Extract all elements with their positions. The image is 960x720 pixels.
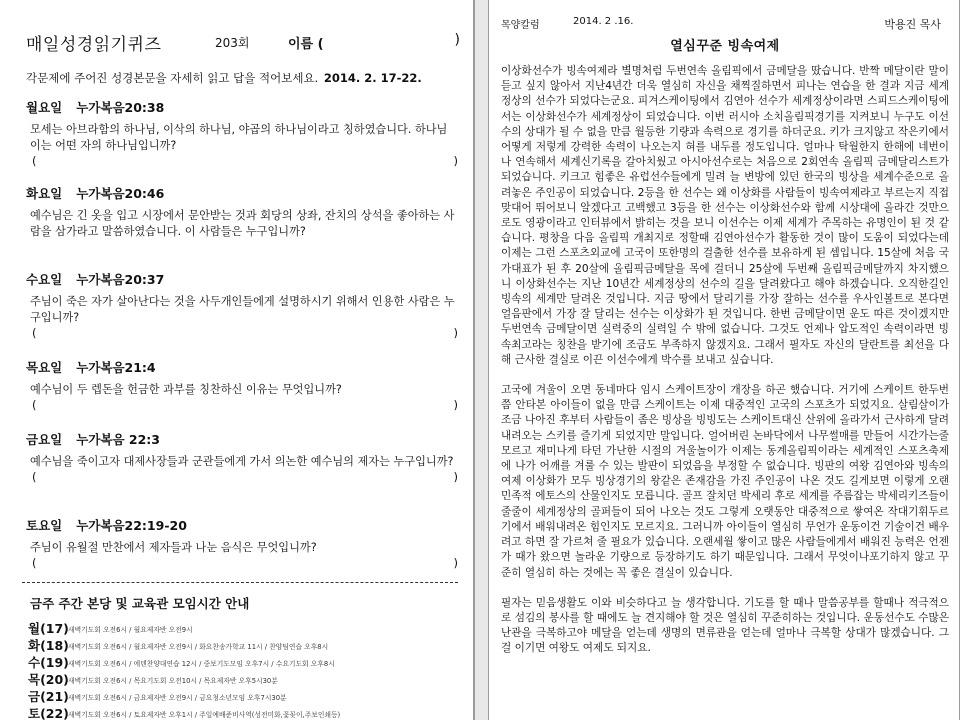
question-friday bbox=[26, 430, 458, 486]
question-text: 예수님을 죽이고자 대제사장들과 군관들에게 가서 의논한 예수님의 제자는 누구입니까? bbox=[30, 455, 454, 468]
question-text: 예수님이 두 렙돈을 헌금한 과부를 칭찬하신 이유는 무엇입니까? bbox=[30, 383, 342, 396]
schedule-row bbox=[28, 704, 468, 720]
schedule-items: 새벽기도회 오전6시 / 에덴찬양대연습 12시 / 중보기도모임 오후7시 / 수요기도회 오후8시 bbox=[68, 660, 335, 668]
question-monday bbox=[26, 98, 458, 170]
quiz-number: 203회 bbox=[215, 36, 250, 50]
schedule-day: 토(22) bbox=[28, 706, 69, 720]
section-divider bbox=[22, 582, 458, 583]
question-text: 주님이 유월절 만찬에서 제자들과 나눈 음식은 무엇입니까? bbox=[30, 541, 317, 554]
question-heading bbox=[26, 516, 458, 533]
schedule-day: 수(19) bbox=[28, 655, 69, 670]
question-ref: 누가복음21:4 bbox=[76, 360, 156, 375]
question-text: 모세는 아브라함의 하나님, 이삭의 하나님, 야곱의 하나님이라고 칭하였습니다. 하나님이는 어떤 자의 하나님입니까? bbox=[30, 123, 448, 152]
quiz-title: 매일성경읽기퀴즈 bbox=[26, 35, 162, 55]
answer-open: ( bbox=[32, 398, 37, 412]
column-paragraph: 이상화선수가 빙속여제라 별명처럼 두번연속 올림픽에서 금메달을 땄습니다. 반짝 메달이란 말이 듣고 싶지 않아서 지난4년간 더욱 열심히 자신을 채찍질하면서 피나는 연습을 한 결과 지금 세계정상의 선수가 되었다는군요. 피겨스케이팅에서 김연아 선수가 세계정상이라면 스피드스케이팅에서는 이상화선수가 세계정상이 되었습니다. 이번 러시아 소치올림픽경기를 지켜보니 누구도 이선수의 상대가 될 수 없을 만큼 월등한 기량과 속력으로 경기를 하더군요. 키가 크지않고 작은키에서 어떻게 저렇게 강력한 속력이 나오는지 혀를 내두를 정도입니다. 얼마나 탁월한지 한해에 네번이나 연속해서 세계신기록을 갈아치웠고 아시아선수로는 처음으로 2회연속 올림픽 금메달리스트가 되었습니다. 키크고 힘좋은 유럽선수들에게 밀려 늘 변방에 있던 한국의 빙상을 세계수준으로 올려놓은 주인공이 되었습니다. 2등을 한 선수는 왜 이상화를 사람들이 빙속여제라고 부르는지 직접 맞대어 뛰어보니 알겠다고 고백했고 3등을 한 선수는 이상화선수와 함께 시상대에 올라간 것만으로도 영광이라고 인터뷰에서 밝히는 것을 보니 이선수는 이제 세계가 주목하는 유명인이 된 것 같습니다. 평창을 다음 올림픽 개최지로 정할때 김연아선수가 활동한 것이 많이 도움이 되었다는데 이제는 그런 스포츠외교에 고국이 또한명의 걸출한 선수를 보유하게 된 셈입니다. 15살에 처음 국가대표가 된 후 20살에 올림픽금메달을 목에 걸더니 25살에 두번째 올림픽금메달까지 차지했으니 이상화선수는 지난 10년간 세계정상의 선수의 길을 달려왔다고 해야 하겠습니다. 오직한길인 빙속의 세계만 달려온 것입니다. 지금 땅에서 달리기를 가장 잘하는 선수를 우사인볼트로 본다면 얼음판에서 가장 잘 달리는 선수는 이상화가 된 것입니다. 한번 금메달이면 운도 따른 것이겠지만 두번연속 금메달이면 실력중의 실력일 수 밖에 없습니다. 그것도 언제나 압도적인 속력이라면 빙속최고라는 칭찬을 받기에 조금도 부족하지 않겠지요. 그래서 필자도 자신의 달란트를 최선을 다해 근사한 결실로 이끈 이선수에게 박수를 보내고 싶습니다. bbox=[501, 65, 949, 366]
schedule-day: 목(20) bbox=[28, 672, 69, 687]
answer-close: ) bbox=[453, 326, 458, 340]
question-heading bbox=[26, 270, 458, 287]
schedule-items: 새벽기도회 오전6시 / 금요제자반 오전9시 / 금요청소년모임 오후7시30분 bbox=[68, 694, 287, 702]
schedule-list bbox=[28, 619, 468, 720]
column-body bbox=[501, 64, 949, 672]
answer-open: ( bbox=[32, 154, 37, 168]
schedule-row bbox=[28, 653, 468, 670]
question-wednesday bbox=[26, 270, 458, 342]
name-label: 이름 ( bbox=[288, 37, 324, 52]
question-text: 예수님은 긴 옷을 입고 시장에서 문안받는 것과 회당의 상좌, 잔치의 상석을 좋아하는 사람을 삼가라고 말씀하였습니다. 이 사람들은 누구입니까? bbox=[30, 209, 455, 238]
question-day: 토요일 bbox=[26, 518, 63, 533]
column-page bbox=[488, 0, 960, 720]
schedule-row bbox=[28, 687, 468, 704]
answer-close: ) bbox=[453, 470, 458, 484]
answer-close: ) bbox=[453, 398, 458, 412]
schedule-day: 월(17) bbox=[28, 621, 69, 636]
column-label: 목양칼럼 bbox=[501, 20, 540, 31]
question-heading bbox=[26, 430, 458, 447]
question-ref: 누가복음22:19-20 bbox=[76, 518, 187, 533]
answer-close: ) bbox=[453, 154, 458, 168]
question-day: 화요일 bbox=[26, 186, 63, 201]
answer-open: ( bbox=[32, 326, 37, 340]
quiz-page bbox=[0, 0, 474, 720]
question-ref: 누가복음20:38 bbox=[76, 100, 165, 115]
schedule-row bbox=[28, 619, 468, 636]
schedule-row bbox=[28, 670, 468, 687]
answer-close: ) bbox=[453, 556, 458, 570]
question-day: 금요일 bbox=[26, 432, 63, 447]
question-heading bbox=[26, 184, 458, 201]
schedule-items: 새벽기도회 오전6시 / 월요제자반 오전9시 / 화요찬송가학교 11시 / 찬양팀연습 오후8시 bbox=[68, 643, 329, 651]
answer-blank bbox=[26, 556, 458, 572]
quiz-instructions bbox=[26, 70, 422, 86]
question-ref: 누가복음20:46 bbox=[76, 186, 165, 201]
schedule-day: 금(21) bbox=[28, 689, 69, 704]
question-day: 목요일 bbox=[26, 360, 63, 375]
answer-open: ( bbox=[32, 470, 37, 484]
schedule-items: 새벽기도회 오전6시 / 목요기도회 오전10시 / 목요제자반 오후5시30분 bbox=[68, 677, 278, 685]
column-meta bbox=[501, 16, 949, 32]
schedule-row bbox=[28, 636, 468, 653]
schedule-title: 금주 주간 본당 및 교육관 모임시간 안내 bbox=[30, 596, 250, 611]
question-text: 주님이 죽은 자가 살아난다는 것을 사두개인들에게 설명하시기 위해서 인용한 사람은 누구입니까? bbox=[30, 295, 455, 324]
schedule-items: 새벽기도회 오전6시 / 월요제자반 오전9시 bbox=[68, 626, 193, 634]
column-paragraph: 필자는 믿음생활도 이와 비슷하다고 늘 생각합니다. 기도를 할 때나 말씀공부를 할때나 적극적으로 섬김의 봉사를 할 때에도 늘 견지해야 할 것은 열심히 꾸준히하는 것입니다. 운동선수도 수많은 난관을 극복하고야 메달을 얻는데 생명의 면류관을 얻는데 얼마나 극복할 상대가 많겠습니다. 그걸 이기면 여왕도 여제도 되지요. bbox=[501, 596, 949, 655]
answer-open: ( bbox=[32, 556, 37, 570]
question-ref: 누가복음20:37 bbox=[76, 272, 165, 287]
question-heading bbox=[26, 98, 458, 115]
answer-blank bbox=[26, 326, 458, 342]
answer-blank bbox=[26, 470, 458, 486]
question-saturday bbox=[26, 516, 458, 572]
question-heading bbox=[26, 358, 458, 375]
quiz-header bbox=[26, 30, 466, 54]
column-date: 2014. 2 .16. bbox=[573, 16, 634, 27]
schedule-items: 새벽기도회 오전6시 / 토요제자반 오후1시 / 주일예배준비사역(성전미화,꽃꽂이,주보인쇄등) bbox=[68, 711, 341, 719]
column-author: 박용진 목사 bbox=[884, 18, 941, 31]
question-thursday bbox=[26, 358, 458, 414]
page-gutter bbox=[474, 0, 488, 720]
column-paragraph: 고국에 겨울이 오면 동네마다 임시 스케이트장이 개장을 하곤 했습니다. 거기에 스케이트 한두번쯤 안타본 아이들이 없을 만큼 스케이트는 이제 대중적인 고국의 스포츠가 되었지요. 살림살이가 조금 나아진 후부터 사람들이 좀은 빙상을 빙빙도는 스케이트대신 산위에 올라가서 근사하게 달려내려오는 스키를 즐기게 되었지만 말입니다. 얼어버린 논바닥에서 나무썰매를 만들어 시간가는줄 모르고 재미나게 타던 가난한 시절의 겨울놀이가 이제는 동계올림픽이라는 세계적인 스포츠축제에 나가 어깨를 겨룰 수 있는 발판이 되었음을 부정할 수 없습니다. 빙판의 여왕 김연아와 빙속의 여제 이상화가 모두 빙상경기의 왕같은 존재감을 가진 주인공이 나온 것도 길게보면 이렇게 오랜 민족적 에토스의 산물인지도 모릅니다. 골프 잘치던 박세리 후로 세계를 주름잡는 박세리키즈들이 줄줄이 세계정상의 골퍼들이 되어 나오는 것도 그렇게 오랫동안 대중적으로 쌓여온 작대기휘두르기에서 배워내려온 힘인지도 모르지요. 그러니까 아이들이 열심히 무언가 운동이건 기술이건 배우려고 하면 잘 가르쳐 줄 필요가 있습니다. 오랜세월 쌓이고 많은 사람들에게서 배워진 능력은 언젠가 때가 왔으면 놀라운 기량으로 등장하기도 하기 때문입니다. 그래서 무엇이나포기하지 않고 꾸준히 열심히 하는 것에는 꼭 좋은 결실이 있습니다. bbox=[501, 384, 949, 579]
schedule-day: 화(18) bbox=[28, 638, 69, 653]
instructions-text: 각문제에 주어진 성경본문을 자세히 읽고 답을 적어보세요. bbox=[26, 71, 319, 85]
answer-blank bbox=[26, 398, 458, 414]
answer-blank bbox=[26, 154, 458, 170]
instructions-date: 2014. 2. 17-22. bbox=[323, 71, 422, 85]
question-day: 월요일 bbox=[26, 100, 63, 115]
name-close-paren: ) bbox=[454, 32, 460, 48]
column-title: 열심꾸준 빙속여제 bbox=[670, 39, 780, 54]
question-tuesday bbox=[26, 184, 458, 240]
question-ref: 누가복음 22:3 bbox=[76, 432, 160, 447]
question-day: 수요일 bbox=[26, 272, 63, 287]
